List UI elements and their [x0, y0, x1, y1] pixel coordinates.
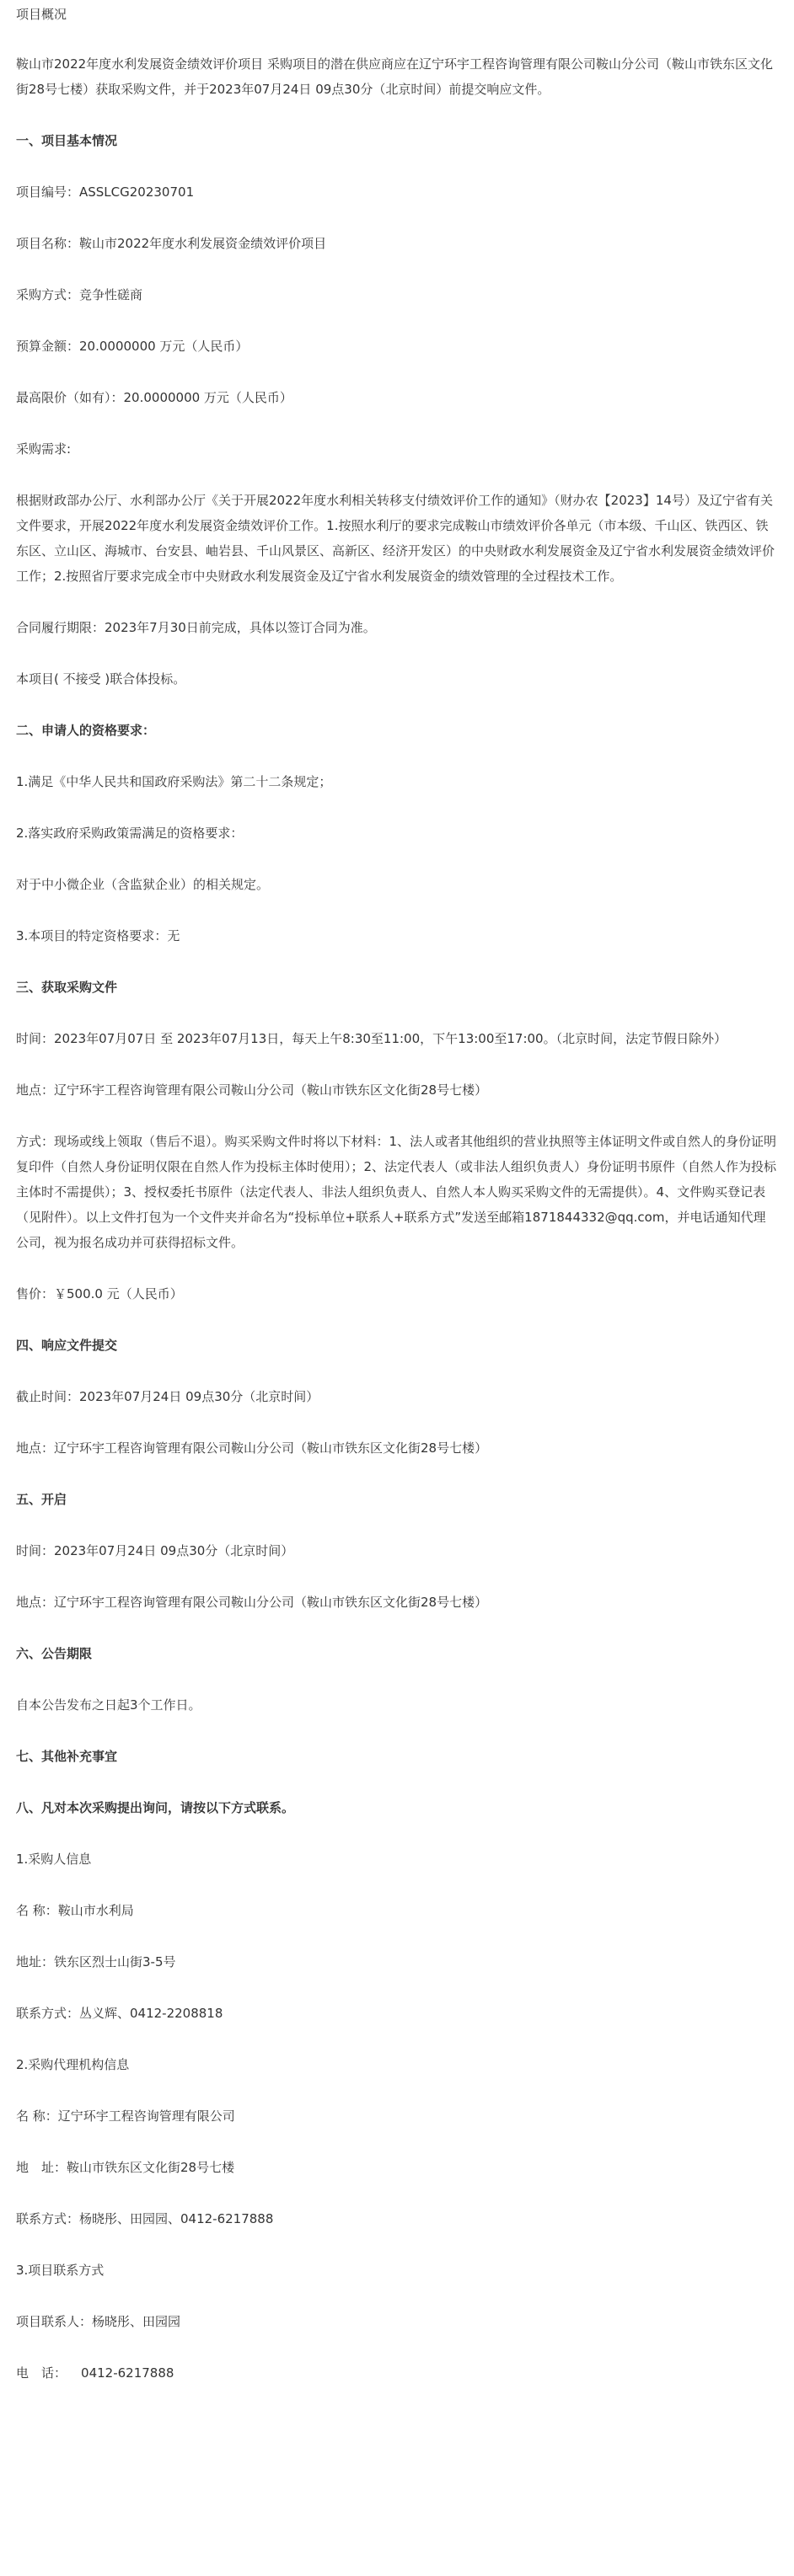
- opening-place: 地点：辽宁环宇工程咨询管理有限公司鞍山分公司（鞍山市铁东区文化街28号七楼）: [16, 1595, 488, 1610]
- section-heading-submission: 四、响应文件提交: [16, 1338, 118, 1353]
- buyer-info-label: 1.采购人信息: [16, 1852, 92, 1867]
- qualification-item-1: 1.满足《中华人民共和国政府采购法》第二十二条规定；: [16, 774, 332, 789]
- max-price: 最高限价（如有）：20.0000000 万元（人民币）: [16, 390, 292, 405]
- project-contact-person: 项目联系人：杨晓彤、田园园: [16, 2314, 181, 2329]
- qualification-item-2-detail: 对于中小微企业（含监狱企业）的相关规定。: [16, 877, 270, 892]
- demand-label: 采购需求:: [16, 441, 72, 457]
- opening-time: 时间：2023年07月24日 09点30分（北京时间）: [16, 1543, 294, 1558]
- section-heading-other-matters: 七、其他补充事宜: [16, 1749, 118, 1764]
- qualification-item-2: 2.落实政府采购政策需满足的资格要求：: [16, 826, 244, 841]
- obtain-place: 地点：辽宁环宇工程咨询管理有限公司鞍山分公司（鞍山市铁东区文化街28号七楼）: [16, 1082, 488, 1098]
- document-price: 售价：￥500.0 元（人民币）: [16, 1286, 183, 1301]
- project-contact-label: 3.项目联系方式: [16, 2263, 105, 2278]
- buyer-name: 名 称：鞍山市水利局: [16, 1903, 134, 1918]
- agent-contact: 联系方式：杨晓彤、田园园、0412-6217888: [16, 2211, 274, 2226]
- qualification-item-3: 3.本项目的特定资格要求：无: [16, 928, 180, 943]
- section-heading-contact: 八、凡对本次采购提出询问，请按以下方式联系。: [16, 1800, 295, 1815]
- overview-title: 项目概况: [16, 7, 67, 22]
- agent-name: 名 称：辽宁环宇工程咨询管理有限公司: [16, 2108, 235, 2124]
- demand-text: 根据财政部办公厅、水利部办公厅《关于开展2022年度水利相关转移支付绩效评价工作的通知》（财办农【2023】14号）及辽宁省有关文件要求，开展2022年度水利发展资金绩效评价工作。1.按照水利厅的要求完成鞍山市绩效评价各单元（市本级、千山区、铁西区、铁东区、立山区、海城市、台安县、岫岩县、千山风景区、高新区、经济开发区）的中央财政水利发展资金及辽宁省水利发展资金绩效评价工作；2.按照省厅要求完成全市中央财政水利发展资金及辽宁省水利发展资金的绩效管理的全过程技术工作。: [16, 493, 775, 584]
- section-heading-opening: 五、开启: [16, 1492, 67, 1507]
- overview-text: 鞍山市2022年度水利发展资金绩效评价项目 采购项目的潜在供应商应在辽宁环宇工程咨询管理有限公司鞍山分公司（鞍山市铁东区文化街28号七楼）获取采购文件，并于2023年07月24日 09点30分（北京时间）前提交响应文件。: [16, 56, 773, 97]
- submission-place: 地点：辽宁环宇工程咨询管理有限公司鞍山分公司（鞍山市铁东区文化街28号七楼）: [16, 1440, 488, 1456]
- obtain-method: 方式：现场或线上领取（售后不退）。购买采购文件时将以下材料：1、法人或者其他组织的营业执照等主体证明文件或自然人的身份证明复印件（自然人身份证明仅限在自然人作为投标主体时使用）；2、法定代表人（或非法人组织负责人）身份证明书原件（自然人作为投标主体时不需提供）；3、授权委托书原件（法定代表人、非法人组织负责人、自然人本人购买采购文件的无需提供）。4、文件购买登记表（见附件）。以上文件打包为一个文件夹并命名为“投标单位+联系人+联系方式”发送至邮箱1871844332@qq.com，并电话通知代理公司，视为报名成功并可获得招标文件。: [16, 1134, 777, 1250]
- budget-amount: 预算金额：20.0000000 万元（人民币）: [16, 339, 249, 354]
- section-heading-notice-period: 六、公告期限: [16, 1646, 93, 1661]
- agent-address: 地 址：鞍山市铁东区文化街28号七楼: [16, 2160, 235, 2175]
- project-name: 项目名称：鞍山市2022年度水利发展资金绩效评价项目: [16, 236, 327, 251]
- procurement-method: 采购方式：竞争性磋商: [16, 287, 143, 302]
- notice-period-text: 自本公告发布之日起3个工作日。: [16, 1697, 201, 1713]
- project-contact-phone: 电 话： 0412-6217888: [16, 2365, 174, 2381]
- consortium-note: 本项目( 不接受 )联合体投标。: [16, 671, 186, 687]
- submission-deadline: 截止时间：2023年07月24日 09点30分（北京时间）: [16, 1389, 319, 1404]
- buyer-address: 地址：铁东区烈士山街3-5号: [16, 1954, 176, 1969]
- obtain-time: 时间：2023年07月07日 至 2023年07月13日，每天上午8:30至11:00，下午13:00至17:00。（北京时间，法定节假日除外）: [16, 1031, 727, 1046]
- section-heading-basic-info: 一、项目基本情况: [16, 133, 118, 148]
- contract-period: 合同履行期限：2023年7月30日前完成，具体以签订合同为准。: [16, 620, 376, 635]
- section-heading-obtain-documents: 三、获取采购文件: [16, 980, 118, 995]
- agent-info-label: 2.采购代理机构信息: [16, 2057, 130, 2072]
- section-heading-qualifications: 二、申请人的资格要求：: [16, 723, 156, 738]
- project-number: 项目编号：ASSLCG20230701: [16, 184, 195, 200]
- buyer-contact: 联系方式：丛义辉、0412-2208818: [16, 2006, 223, 2021]
